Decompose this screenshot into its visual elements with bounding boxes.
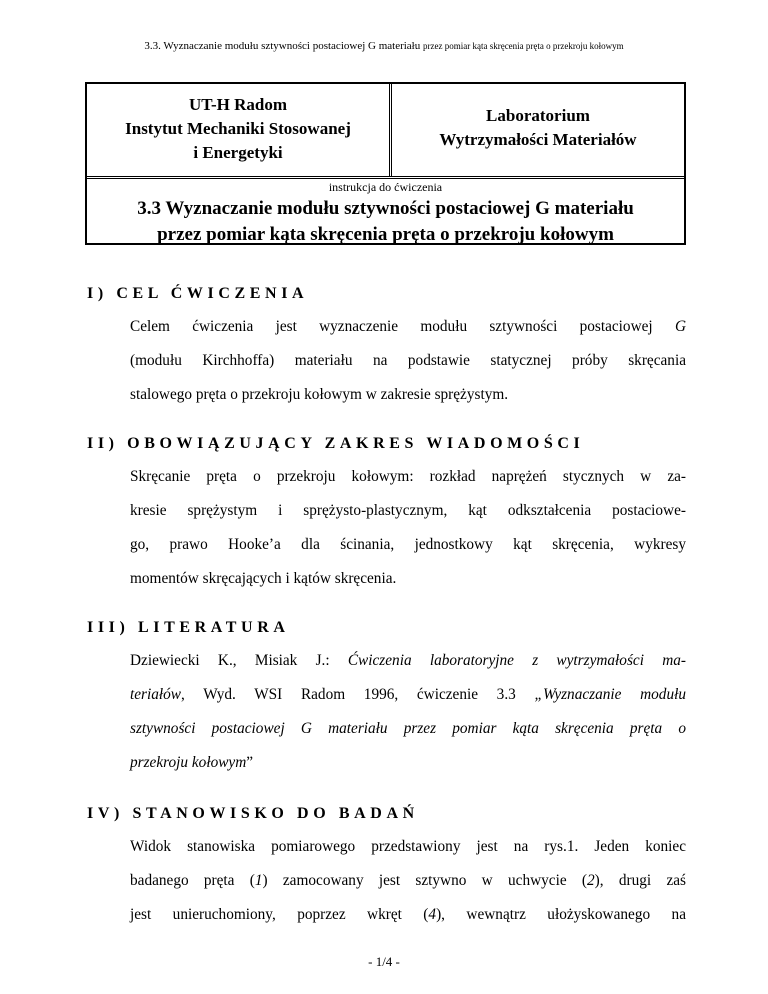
running-head-main: 3.3. Wyznaczanie modułu sztywności postaciowej G materiału	[144, 40, 421, 52]
exercise-title-line1: 3.3 Wyznaczanie modułu sztywności postaciowej G materiału	[137, 198, 634, 219]
paragraph-line: teriałów, Wyd. WSI Radom 1996, ćwiczenie 3.3 „Wyznaczanie modułu	[130, 686, 686, 703]
paragraph-line: kresie sprężystym i sprężysto-plastycznym, kąt odkształcenia postaciowe-	[130, 502, 686, 519]
institute-name-line1: Instytut Mechaniki Stosowanej	[125, 119, 351, 138]
exercise-title-line2: przez pomiar kąta skręcenia pręta o przekroju kołowym	[157, 224, 614, 245]
paragraph-line: sztywności postaciowej G materiału przez pomiar kąta skręcenia pręta o	[130, 720, 686, 737]
exercise-subtitle: instrukcja do ćwiczenia	[328, 180, 443, 194]
running-head-small: przez pomiar kąta skręcenia pręta o przekroju kołowym	[422, 41, 624, 51]
laboratory-name-line1: Laboratorium	[486, 106, 590, 125]
paragraph-line: przekroju kołowym”	[130, 754, 254, 771]
header-box	[85, 82, 686, 245]
running-head	[0, 40, 768, 52]
paragraph-line: momentów skręcających i kątów skręcenia.	[130, 570, 397, 587]
section-body-literature	[130, 644, 686, 780]
header-divider	[87, 176, 684, 179]
university-name: UT-H Radom	[188, 95, 288, 114]
section-heading-literature: III) LITERATURA	[87, 619, 290, 636]
paragraph-line: Skręcanie pręta o przekroju kołowym: rozkład naprężeń stycznych w za-	[130, 468, 686, 485]
exercise-title-cell	[87, 180, 684, 246]
paragraph-line: Celem ćwiczenia jest wyznaczenie modułu sztywności postaciowej G	[130, 318, 686, 335]
section-body-goal	[130, 310, 686, 412]
section-heading-setup: IV) STANOWISKO DO BADAŃ	[87, 805, 419, 822]
paragraph-line: Widok stanowiska pomiarowego przedstawiony jest na rys.1. Jeden koniec	[130, 838, 686, 855]
paragraph-line: badanego pręta (1) zamocowany jest sztywno w uchwycie (2), drugi zaś	[130, 872, 686, 889]
section-body-setup	[130, 830, 686, 932]
institute-name-line2: i Energetyki	[193, 143, 283, 162]
paragraph-line: jest unieruchomiony, poprzez wkręt (4), wewnątrz ułożyskowanego na	[130, 906, 686, 923]
section-heading-scope: II) OBOWIĄZUJĄCY ZAKRES WIADOMOŚCI	[87, 435, 585, 452]
paragraph-line: go, prawo Hooke’a dla ścinania, jednostkowy kąt skręcenia, wykresy	[130, 536, 686, 553]
institution-cell	[87, 84, 392, 176]
page-number: - 1/4 -	[368, 954, 400, 969]
laboratory-name-line2: Wytrzymałości Materiałów	[439, 130, 637, 149]
paragraph-line: Dziewiecki K., Misiak J.: Ćwiczenia laboratoryjne z wytrzymałości ma-	[130, 652, 686, 669]
paragraph-line: (modułu Kirchhoffa) materiału na podstawie statycznej próby skręcania	[130, 352, 686, 369]
paragraph-line: stalowego pręta o przekroju kołowym w zakresie sprężystym.	[130, 386, 509, 403]
section-body-scope	[130, 460, 686, 596]
section-heading-goal: I) CEL ĆWICZENIA	[87, 285, 309, 302]
